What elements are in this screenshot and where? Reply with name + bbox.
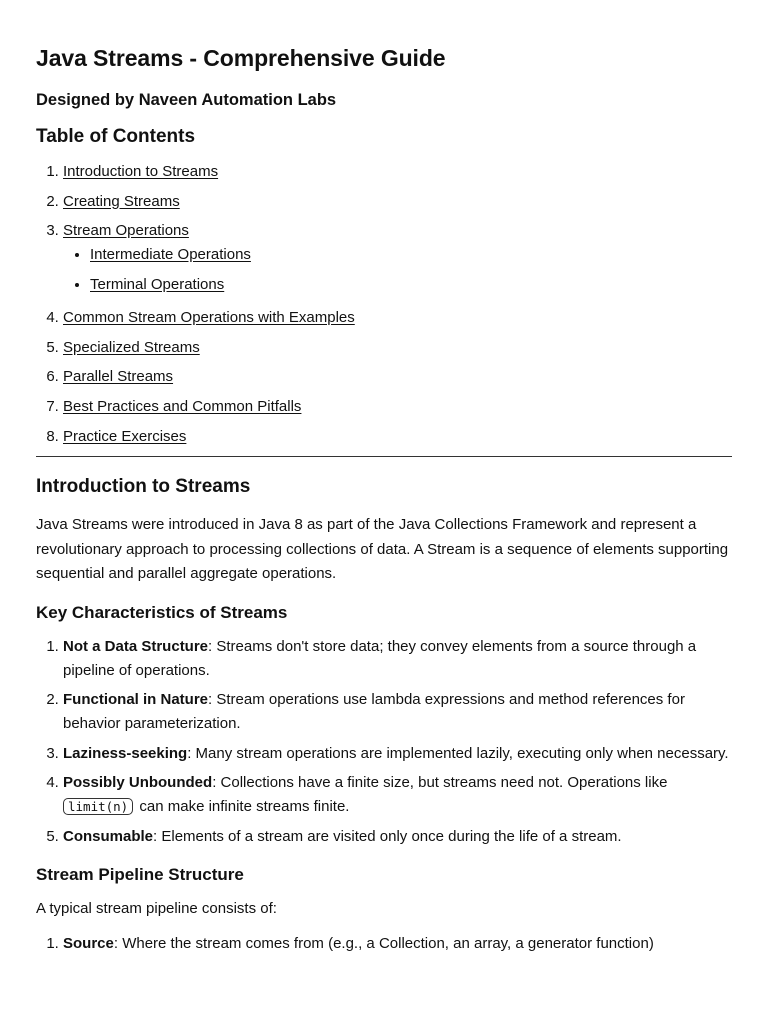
toc-subitem	[90, 275, 732, 295]
term-label: Functional in Nature	[63, 691, 209, 709]
list-item	[63, 932, 732, 956]
characteristics-list	[36, 635, 732, 849]
toc-link-introduction[interactable]: Introduction to Streams	[63, 163, 219, 180]
intro-paragraph: Java Streams were introduced in Java 8 as part of the Java Collections Framework and represent a revolutionary approach to processing collections of data. A Stream is a sequence of elements supporting sequential and parallel aggregate operations.	[36, 516, 729, 583]
list-item	[63, 825, 732, 849]
list-item	[63, 688, 732, 736]
term-description: : Elements of a stream are visited only once during the life of a stream.	[153, 827, 622, 845]
toc-link-intermediate-operations[interactable]: Intermediate Operations	[90, 246, 251, 264]
term-description: : Where the stream comes from (e.g., a Collection, an array, a generator function)	[113, 934, 654, 952]
page-subtitle: Designed by Naveen Automation Labs	[36, 91, 337, 109]
toc-item	[63, 192, 732, 212]
toc-sublist	[63, 245, 732, 295]
term-description: : Stream operations use lambda expressions and method references for behavior parameterization.	[63, 691, 685, 733]
inline-code: limit(n)	[63, 798, 133, 815]
list-item	[63, 635, 732, 683]
intro-heading: Introduction to Streams	[36, 476, 251, 498]
toc-subitem	[90, 245, 732, 265]
toc-link-common-operations[interactable]: Common Stream Operations with Examples	[63, 309, 355, 327]
toc-link-practice-exercises[interactable]: Practice Exercises	[63, 427, 187, 445]
toc-link-specialized-streams[interactable]: Specialized Streams	[63, 338, 200, 356]
page-title: Java Streams - Comprehensive Guide	[36, 45, 446, 71]
term-description: : Many stream operations are implemented lazily, executing only when necessary.	[187, 744, 729, 762]
toc-item	[63, 338, 732, 358]
toc-item	[63, 221, 732, 295]
term-description: : Collections have a finite size, but streams need not. Operations like	[212, 774, 668, 792]
pipeline-list	[36, 932, 732, 956]
term-label: Consumable	[63, 827, 154, 845]
term-description: : Streams don't store data; they convey elements from a source through a pipeline of operations.	[63, 637, 697, 679]
section-divider	[36, 456, 732, 457]
list-item	[63, 771, 732, 819]
toc-link-best-practices[interactable]: Best Practices and Common Pitfalls	[63, 397, 302, 415]
toc-item	[63, 308, 732, 328]
toc-link-stream-operations[interactable]: Stream Operations	[63, 222, 189, 240]
term-label: Not a Data Structure	[63, 637, 209, 655]
toc-item	[63, 162, 732, 182]
pipeline-heading: Stream Pipeline Structure	[36, 864, 244, 884]
term-label: Source	[63, 934, 114, 952]
list-item	[63, 742, 732, 766]
toc-heading: Table of Contents	[36, 126, 196, 147]
toc-item	[63, 367, 732, 387]
toc-item	[63, 427, 732, 447]
pipeline-intro: A typical stream pipeline consists of:	[36, 899, 277, 917]
term-description-continued: can make infinite streams finite.	[135, 798, 350, 816]
toc-link-creating-streams[interactable]: Creating Streams	[63, 192, 180, 210]
toc-link-parallel-streams[interactable]: Parallel Streams	[63, 368, 174, 386]
toc-link-terminal-operations[interactable]: Terminal Operations	[90, 276, 225, 294]
term-label: Laziness-seeking	[63, 744, 188, 762]
table-of-contents	[36, 162, 732, 447]
toc-item	[63, 397, 732, 417]
term-label: Possibly Unbounded	[63, 774, 213, 792]
characteristics-heading: Key Characteristics of Streams	[36, 602, 288, 622]
